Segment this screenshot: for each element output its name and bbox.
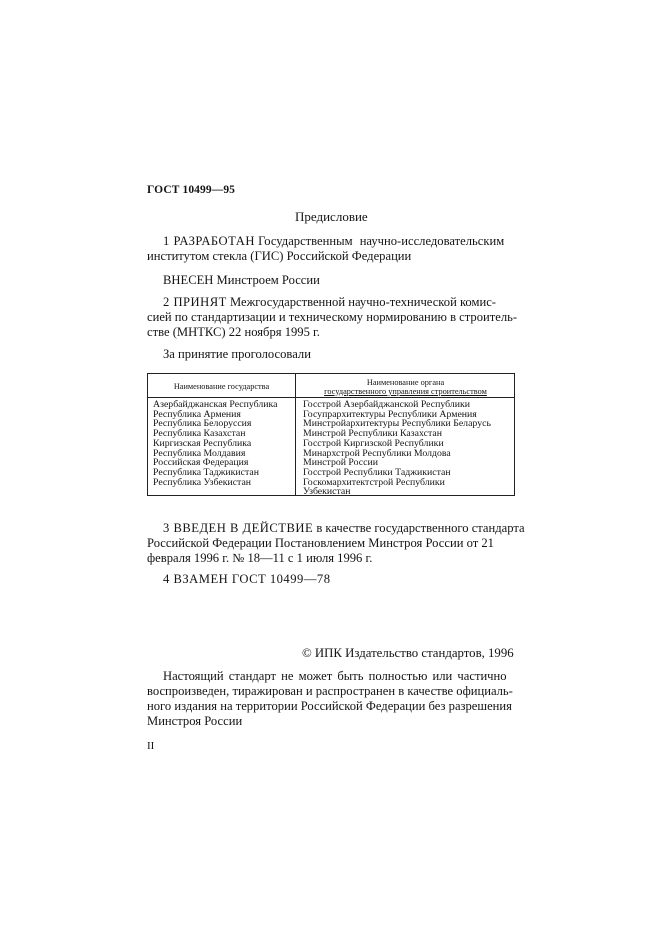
table-cell-state: Республика Узбекистан xyxy=(153,476,252,488)
introduced-by: ВНЕСЕН Минстроем России xyxy=(163,273,320,287)
table-cell-state: Республика Армения xyxy=(153,408,241,420)
notice-line2: воспроизведен, тиражирован и распространен в качестве официаль- xyxy=(147,684,513,698)
item2-line3: стве (МНТКС) 22 ноября 1995 г. xyxy=(147,325,320,339)
item3-line1 xyxy=(163,521,525,536)
item1-line2: институтом стекла (ГИС) Российской Федерации xyxy=(147,249,412,263)
notice-line3: ного издания на территории Российской Федерации без разрешения xyxy=(147,699,512,713)
voted-heading: За принятие проголосовали xyxy=(163,347,311,361)
table-header-divider xyxy=(148,397,514,398)
item3-line2: Российской Федерации Постановлением Минстроя России от 21 xyxy=(147,536,494,550)
table-cell-state: Азербайджанская Республика xyxy=(153,399,278,410)
table-cell-body: Госстрой Азербайджанской Республики xyxy=(303,399,470,410)
page-number: II xyxy=(147,740,155,752)
document-code: ГОСТ 10499—95 xyxy=(147,184,236,196)
item1-label: 1 РАЗРАБОТАН xyxy=(163,234,255,248)
table-cell-body: Госупрархитектуры Республики Армения xyxy=(303,408,477,420)
item4-replaces: 4 ВЗАМЕН ГОСТ 10499—78 xyxy=(163,572,331,586)
item3-line3: февраля 1996 г. № 18—11 с 1 июля 1996 г. xyxy=(147,551,373,565)
table-cell-body: Минстрой Республики Казахстан xyxy=(303,428,442,440)
table-cell-state: Республика Белоруссия xyxy=(153,418,252,430)
table-cell-body: Минстройархитектуры Республики Беларусь xyxy=(303,418,491,430)
table-cell-state: Республика Казахстан xyxy=(153,428,246,440)
table-header-state: Наименование государства xyxy=(173,382,270,391)
table-cell-state: Республика Таджикистан xyxy=(153,466,259,478)
table-cell-body: Госкомархитектстрой Республики xyxy=(303,476,445,488)
copyright-line: © ИПК Издательство стандартов, 1996 xyxy=(302,646,514,660)
item2-line1 xyxy=(163,295,496,310)
voting-table xyxy=(147,373,515,496)
table-cell-body: Минархстрой Республики Молдова xyxy=(303,447,451,459)
notice-line4: Минстроя России xyxy=(147,714,243,728)
item2-label: 2 ПРИНЯТ xyxy=(163,295,227,309)
table-cell-state: Российская Федерация xyxy=(153,457,249,469)
preface-title: Предисловие xyxy=(295,209,368,224)
table-cell-body: Госстрой Республики Таджикистан xyxy=(303,466,451,478)
table-header-body-line1: Наименование органа xyxy=(366,378,445,387)
item1-text-a: Государственным научно-исследовательским xyxy=(258,234,505,248)
item3-text-a: в качестве государственного стандарта xyxy=(316,521,525,535)
item1-line1 xyxy=(163,234,504,249)
table-cell-body: Госстрой Киргизской Республики xyxy=(303,437,444,449)
table-cell-state: Киргизская Республика xyxy=(153,437,252,449)
item2-line2: сией по стандартизации и техническому нормированию в строитель- xyxy=(147,310,518,324)
notice-line1: Настоящий стандарт не может быть полностью или частично xyxy=(163,669,507,683)
item2-text-a: Межгосударственной научно-технической комис- xyxy=(229,295,496,309)
item3-label: 3 ВВЕДЕН В ДЕЙСТВИЕ xyxy=(163,521,314,535)
table-cell-body: Минстрой России xyxy=(303,457,378,469)
table-header-body xyxy=(296,378,515,396)
table-cell-body: Узбекистан xyxy=(303,486,351,498)
table-header-body-line2: государственного управления строительством xyxy=(324,387,487,396)
table-cell-state: Республика Молдавия xyxy=(153,447,246,459)
